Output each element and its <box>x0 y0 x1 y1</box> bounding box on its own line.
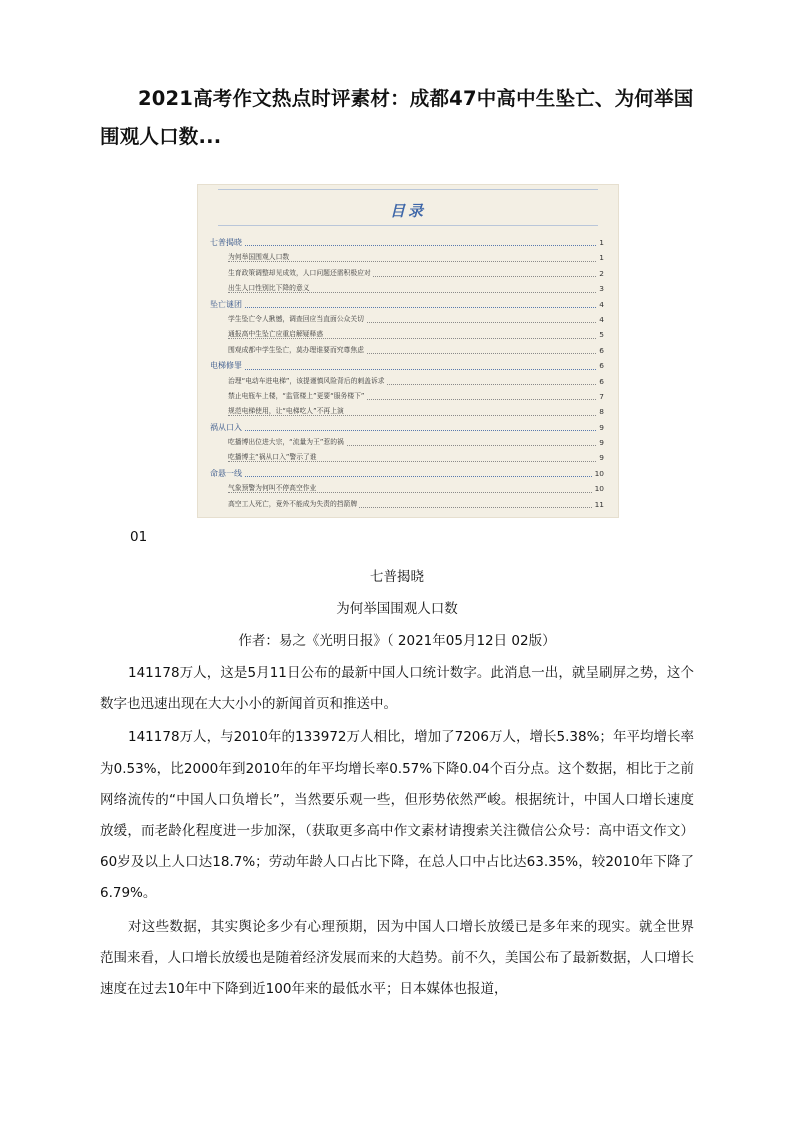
toc-entry-text: 学生坠亡令人揪憾，调查回应当直面公众关切 <box>228 314 364 323</box>
paragraph: 对这些数据，其实舆论多少有心理预期，因为中国人口增长放缓已是多年来的现实。就全世界范围来看，人口增长放缓也是随着经济发展而来的大趋势。前不久，美国公布了最新数据，人口增长速度在过去10年中下降到近100年来的最低水平；日本媒体也报道， <box>100 918 694 998</box>
toc-entry <box>210 389 604 404</box>
section-title: 七普揭晓 <box>370 569 424 585</box>
toc-page-number: 9 <box>597 435 604 450</box>
toc-entry <box>210 281 604 296</box>
toc-entry-text: 为何举国围观人口数 <box>228 253 290 262</box>
toc-entry <box>210 450 604 465</box>
toc-page-number: 11 <box>593 497 604 512</box>
toc-entry-text: 吃播博出位进大宗，“流量为王”惹的祸 <box>228 438 344 447</box>
toc-heading: 目录 <box>389 202 426 220</box>
toc-entry-text: 通报高中生坠亡应重启解疑释惑 <box>228 330 324 339</box>
toc-entry-text: 禁止电瓶车上楼，“监管楼上”更要“服务楼下” <box>228 391 365 400</box>
toc-page-number: 4 <box>597 312 604 327</box>
toc-entry-text: 电梯修罪 <box>210 361 242 371</box>
toc-page-number: 7 <box>597 389 604 404</box>
toc-entry <box>210 250 604 265</box>
toc-leader-dots <box>228 461 596 462</box>
toc-entry <box>210 481 604 496</box>
toc-entry-text: 治理“电动车进电梯”，该提谨慎风险背后的刺盖诉求 <box>228 376 385 385</box>
toc-entry-text: 规范电梯使用，让“电梯吃人”不再上演 <box>228 407 344 416</box>
toc-entry-text: 高空工人死亡，竟外不能成为失责的挡箭牌 <box>228 499 358 508</box>
toc-page-number: 6 <box>597 374 604 389</box>
toc-entry-text: 吃播博主“祸从口入”警示了谁 <box>228 453 317 462</box>
toc-entry-text: 生育政策调整却见成效，人口问题还需积极应对 <box>228 268 371 277</box>
toc-page-number: 9 <box>597 420 604 435</box>
toc-leader-dots <box>210 307 596 308</box>
article-body <box>100 658 694 1007</box>
byline: 作者：易之《光明日报》（ 2021年05月12日 02版） <box>238 633 556 649</box>
toc-heading-rule <box>218 225 598 226</box>
table-of-contents-image <box>197 184 619 518</box>
paragraph: 141178万人，这是5月11日公布的最新中国人口统计数字。此消息一出，就呈刷屏之势，这个数字也迅速出现在大大小小的新闻首页和推送中。 <box>100 665 694 713</box>
toc-entry <box>210 374 604 389</box>
toc-page-number: 10 <box>593 466 604 481</box>
toc-entry <box>210 327 604 342</box>
paragraph: 141178万人，与2010年的133972万人相比，增加了7206万人，增长5.38%；年平均增长率为0.53%，比2000年到2010年的年平均增长率0.57%下降0.04个百分点。这个数据，相比于之前网络流传的“中国人口负增长”，当然要乐观一些，但形势依然严峻。根据统计，中国人口增长速度放缓，而老龄化程度进一步加深，（获取更多高中作文素材请搜索关注微信公众号：高中语文作文）60岁及以上人口达18.7%；劳动年龄人口占比下降，在总人口中占比达63.35%，较2010年下降了6.79%。 <box>100 729 694 902</box>
toc-entry-text: 坠亡谜团 <box>210 299 242 309</box>
toc-page-number: 6 <box>597 343 604 358</box>
toc-leader-dots <box>210 430 596 431</box>
toc-entry-text: 出生人口性别比下降的意义 <box>228 284 310 293</box>
toc-leader-dots <box>210 245 596 246</box>
section-number: 01 <box>130 529 148 545</box>
toc-entry-text: 命悬一线 <box>210 468 242 478</box>
toc-section-entry <box>210 466 604 481</box>
toc-entry <box>210 404 604 419</box>
toc-list <box>210 235 604 512</box>
toc-page-number: 3 <box>597 281 604 296</box>
toc-page-number: 9 <box>597 450 604 465</box>
toc-page-number: 5 <box>597 327 604 342</box>
toc-leader-dots <box>210 476 596 477</box>
toc-entry <box>210 343 604 358</box>
toc-section-entry <box>210 420 604 435</box>
toc-leader-dots <box>210 369 596 370</box>
toc-entry-text: 围观成都中学生坠亡，莫办理谁要而究尊焦虑 <box>228 345 364 354</box>
toc-top-rule <box>218 189 598 190</box>
toc-section-entry <box>210 235 604 250</box>
document-title: 2021高考作文热点时评素材：成都47中高中生坠亡、为何举国围观人口数... <box>100 87 694 148</box>
toc-section-entry <box>210 297 604 312</box>
toc-entry-text: 祸从口入 <box>210 422 242 432</box>
toc-entry-text: 气象预警为何叫不停高空作业 <box>228 484 317 493</box>
toc-page-number: 1 <box>597 250 604 265</box>
toc-page-number: 2 <box>597 266 604 281</box>
toc-page-number: 6 <box>597 358 604 373</box>
toc-page-number: 4 <box>597 297 604 312</box>
toc-page-number: 1 <box>597 235 604 250</box>
toc-entry <box>210 266 604 281</box>
article-title: 为何举国围观人口数 <box>336 601 458 617</box>
toc-section-entry <box>210 358 604 373</box>
toc-page-number: 8 <box>597 404 604 419</box>
toc-entry <box>210 312 604 327</box>
toc-entry <box>210 497 604 512</box>
toc-entry <box>210 435 604 450</box>
toc-entry-text: 七普揭晓 <box>210 238 242 247</box>
toc-page-number: 10 <box>593 481 604 496</box>
